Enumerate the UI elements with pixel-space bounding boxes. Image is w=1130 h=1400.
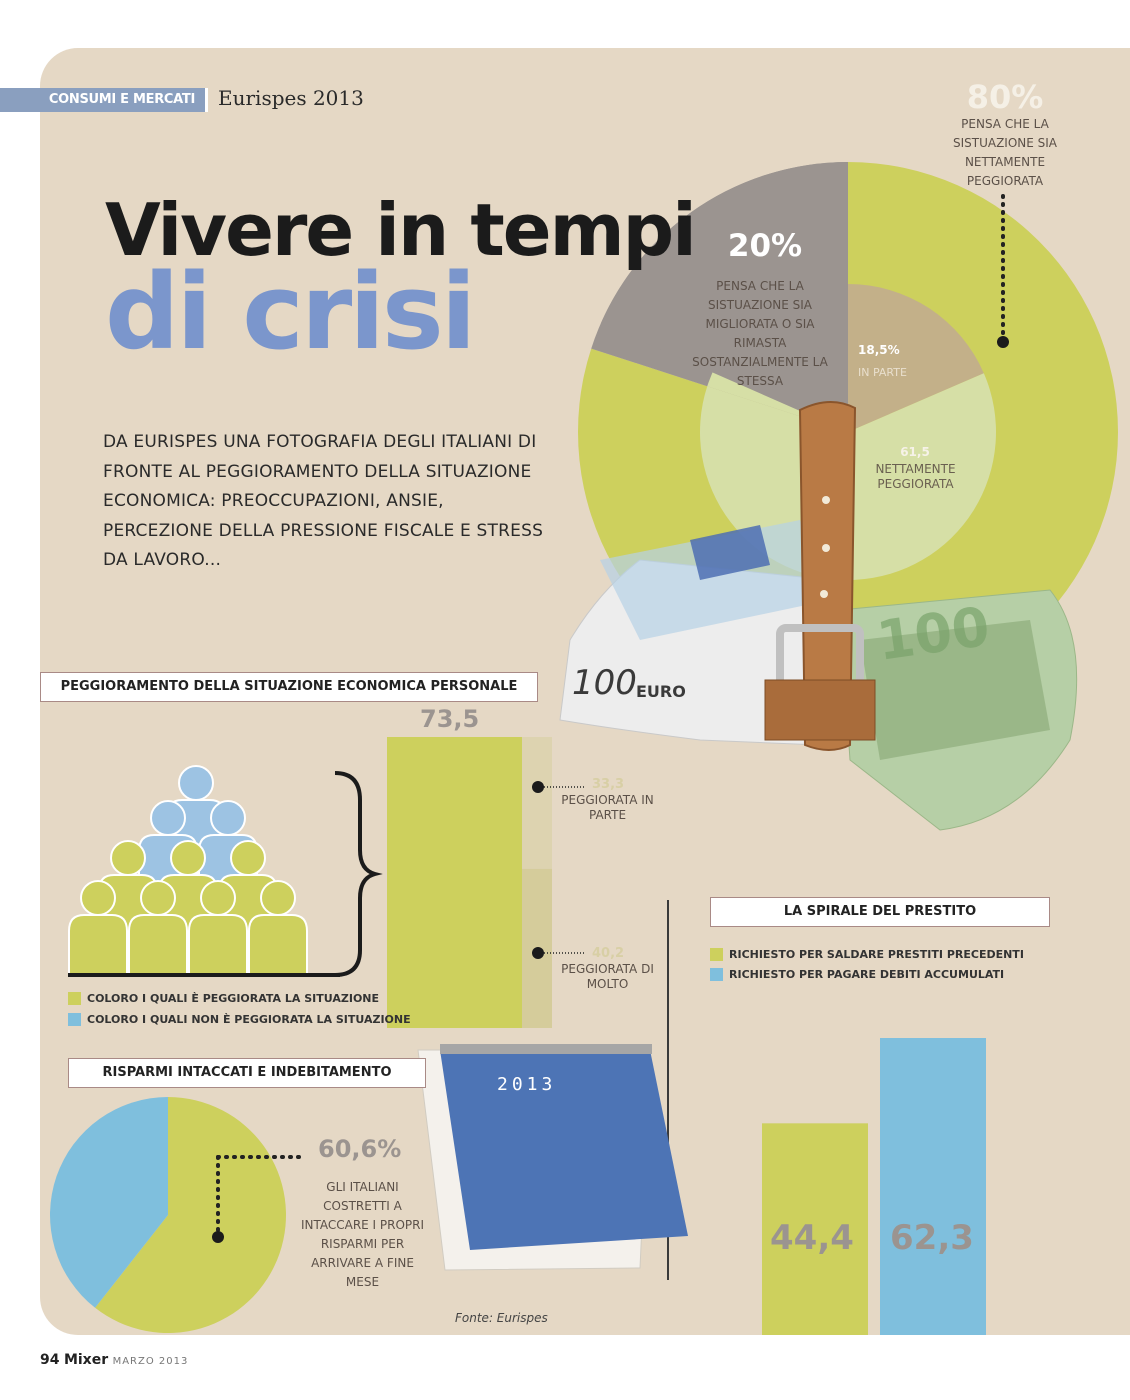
donut-value-80: 80% [966, 78, 1044, 116]
person-body [249, 915, 307, 975]
person-icon [171, 841, 205, 875]
legend-item-non-peggiorata [68, 1013, 411, 1026]
bar-segment-1 [522, 737, 552, 869]
pie-leader-dot [212, 1231, 224, 1243]
inner-label-nettamente: NETTAMENTE PEGGIORATA [875, 462, 956, 491]
leader-dot [997, 336, 1009, 348]
bar-value-pagare: 62,3 [890, 1218, 974, 1258]
brace-icon [335, 773, 375, 975]
inner-value-185: 18,5% [858, 343, 900, 357]
person-body [189, 915, 247, 975]
title-line2: di crisi [105, 251, 474, 373]
pie-caption: GLI ITALIANI COSTRETTI A INTACCARE I PROPRI RISPARMI PER ARRIVARE A FINE MESE [300, 1180, 425, 1289]
section-peggioramento: PEGGIORAMENTO DELLA SITUAZIONE ECONOMICA PERSONALE [40, 672, 538, 702]
calendar-illustration [418, 1044, 688, 1270]
legend-text: RICHIESTO PER SALDARE PRESTITI PRECEDENTI [729, 948, 1024, 961]
section-spirale: LA SPIRALE DEL PRESTITO [710, 897, 1050, 927]
banknote-currency: EURO [636, 682, 686, 701]
donut-value-20: 20% [727, 228, 803, 264]
person-icon [261, 881, 295, 915]
magazine-name: Mixer [63, 1352, 109, 1368]
bar-leader-dot [532, 781, 544, 793]
legend-text: RICHIESTO PER PAGARE DEBITI ACCUMULATI [729, 968, 1005, 981]
bar-seg-value-in-parte: 33,3 [592, 777, 625, 792]
page-number: 94 [40, 1352, 60, 1368]
bar-seg-label-in-parte: PEGGIORATA IN PARTE [561, 793, 654, 822]
legend-item-pagare [710, 968, 1004, 981]
title-line1: Vivere in tempi [105, 188, 695, 272]
people-pyramid-icon [69, 766, 307, 975]
svg-text:100: 100 [873, 594, 994, 673]
legend-swatch-olive [710, 948, 723, 961]
spirale-bar-2 [880, 1038, 986, 1335]
person-body [69, 915, 127, 975]
calendar-year: 2013 [497, 1074, 557, 1095]
source-tag: Eurispes 2013 [218, 86, 364, 110]
legend-item-saldare [710, 948, 1024, 961]
person-icon [141, 881, 175, 915]
bar-seg-label-di-molto: PEGGIORATA DI MOLTO [561, 962, 654, 991]
person-icon [201, 881, 235, 915]
person-icon [231, 841, 265, 875]
person-icon [179, 766, 213, 800]
inner-label-in-parte: IN PARTE [858, 366, 907, 379]
bar-value-saldare: 44,4 [770, 1218, 854, 1258]
person-icon [81, 881, 115, 915]
bar-leader-dot [532, 947, 544, 959]
legend-text: COLORO I QUALI NON È PEGGIORATA LA SITUAZIONE [87, 1013, 411, 1026]
source-note: Fonte: Eurispes [455, 1311, 548, 1325]
person-body [129, 915, 187, 975]
issue-date: MARZO 2013 [112, 1356, 189, 1367]
legend-item-peggiorata [68, 992, 379, 1005]
section-rubric: CONSUMI E MERCATI [0, 88, 205, 112]
legend-text: COLORO I QUALI È PEGGIORATA LA SITUAZIONE [87, 992, 380, 1005]
pie-chart-risparmi [50, 1097, 300, 1333]
person-icon [211, 801, 245, 835]
bar-total [387, 737, 522, 1028]
legend-swatch-olive [68, 992, 81, 1005]
bar-seg-value-di-molto: 40,2 [592, 946, 625, 961]
donut-label-80: PENSA CHE LA SISTUAZIONE SIA NETTAMENTE PEGGIORATA [952, 117, 1058, 188]
stacked-bar-peggioramento [387, 737, 586, 1028]
person-icon [151, 801, 185, 835]
lead-paragraph: DA EURISPES UNA FOTOGRAFIA DEGLI ITALIANI DI FRONTE AL PEGGIORAMENTO DELLA SITUAZIONE ECONOMICA: PREOCCUPAZIONI, ANSIE, PERCEZIONE DELLA PRESSIONE FISCALE E STRESS DA LAVORO... [103, 432, 544, 570]
banknote-denomination: 100 [572, 663, 637, 703]
pie-value-606: 60,6% [318, 1135, 402, 1163]
inner-value-615: 61,5 [900, 445, 930, 459]
person-icon [111, 841, 145, 875]
section-risparmi: RISPARMI INTACCATI E INDEBITAMENTO [68, 1058, 426, 1088]
page-footer [40, 1352, 188, 1368]
bar-chart-spirale [762, 1038, 986, 1335]
legend-swatch-blue [68, 1013, 81, 1026]
legend-swatch-blue [710, 968, 723, 981]
bar-total-label: 73,5 [420, 705, 480, 733]
donut-label-20: PENSA CHE LA SISTUAZIONE SIA MIGLIORATA O SIA RIMASTA SOSTANZIALMENTE LA STESSA [692, 279, 828, 388]
